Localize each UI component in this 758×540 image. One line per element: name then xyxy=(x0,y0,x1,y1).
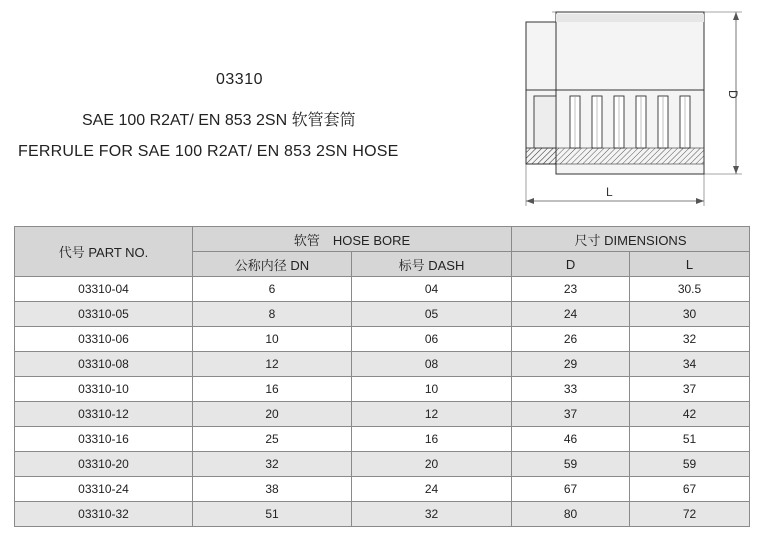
cell-dash: 20 xyxy=(352,452,512,477)
col-header-part-no: 代号 PART NO. xyxy=(15,227,193,277)
cell-dn: 12 xyxy=(193,352,352,377)
cell-l: 59 xyxy=(630,452,750,477)
cell-d: 33 xyxy=(512,377,630,402)
cell-l: 34 xyxy=(630,352,750,377)
cell-dn: 38 xyxy=(193,477,352,502)
cell-d: 26 xyxy=(512,327,630,352)
cell-dn: 10 xyxy=(193,327,352,352)
cell-part: 03310-12 xyxy=(15,402,193,427)
table-row xyxy=(15,402,750,427)
cell-l: 30 xyxy=(630,302,750,327)
cell-d: 59 xyxy=(512,452,630,477)
cell-dash: 08 xyxy=(352,352,512,377)
cell-part: 03310-05 xyxy=(15,302,193,327)
cell-d: 24 xyxy=(512,302,630,327)
cell-l: 72 xyxy=(630,502,750,527)
cell-dn: 6 xyxy=(193,277,352,302)
table-row xyxy=(15,277,750,302)
cell-part: 03310-32 xyxy=(15,502,193,527)
table-row xyxy=(15,452,750,477)
cell-l: 30.5 xyxy=(630,277,750,302)
col-header-dash: 标号 DASH xyxy=(352,252,512,277)
cell-part: 03310-04 xyxy=(15,277,193,302)
cell-part: 03310-10 xyxy=(15,377,193,402)
cell-l: 67 xyxy=(630,477,750,502)
cell-dash: 12 xyxy=(352,402,512,427)
cell-d: 67 xyxy=(512,477,630,502)
cell-part: 03310-24 xyxy=(15,477,193,502)
cell-d: 29 xyxy=(512,352,630,377)
table-row xyxy=(15,302,750,327)
table-row xyxy=(15,477,750,502)
cell-dash: 24 xyxy=(352,477,512,502)
table-row xyxy=(15,377,750,402)
cell-dn: 51 xyxy=(193,502,352,527)
cell-dash: 16 xyxy=(352,427,512,452)
cell-dash: 04 xyxy=(352,277,512,302)
product-code: 03310 xyxy=(216,71,263,88)
table-row xyxy=(15,352,750,377)
cell-dn: 25 xyxy=(193,427,352,452)
title-chinese: SAE 100 R2AT/ EN 853 2SN 软管套筒 xyxy=(82,112,356,129)
cell-dn: 20 xyxy=(193,402,352,427)
cell-dash: 10 xyxy=(352,377,512,402)
cell-d: 37 xyxy=(512,402,630,427)
cell-d: 23 xyxy=(512,277,630,302)
cell-dn: 8 xyxy=(193,302,352,327)
cell-d: 46 xyxy=(512,427,630,452)
d-label: D xyxy=(726,90,740,99)
table-row xyxy=(15,427,750,452)
col-header-dn: 公称内径 DN xyxy=(193,252,352,277)
cell-dn: 16 xyxy=(193,377,352,402)
cell-dash: 06 xyxy=(352,327,512,352)
col-header-dimensions: 尺寸 DIMENSIONS xyxy=(512,227,750,252)
col-header-hose-bore: 软管 HOSE BORE xyxy=(193,227,512,252)
l-label: L xyxy=(606,185,613,199)
cell-d: 80 xyxy=(512,502,630,527)
cell-l: 42 xyxy=(630,402,750,427)
cell-dn: 32 xyxy=(193,452,352,477)
table-row xyxy=(15,502,750,527)
title-english: FERRULE FOR SAE 100 R2AT/ EN 853 2SN HOSE xyxy=(18,143,399,160)
cell-dash: 05 xyxy=(352,302,512,327)
col-header-d: D xyxy=(512,252,630,277)
cell-part: 03310-20 xyxy=(15,452,193,477)
cell-l: 32 xyxy=(630,327,750,352)
table-row xyxy=(15,327,750,352)
cell-l: 37 xyxy=(630,377,750,402)
cell-dash: 32 xyxy=(352,502,512,527)
ferrule-drawing xyxy=(512,8,752,213)
col-header-l: L xyxy=(630,252,750,277)
specification-table xyxy=(14,226,750,527)
cell-part: 03310-16 xyxy=(15,427,193,452)
cell-part: 03310-06 xyxy=(15,327,193,352)
cell-l: 51 xyxy=(630,427,750,452)
cell-part: 03310-08 xyxy=(15,352,193,377)
